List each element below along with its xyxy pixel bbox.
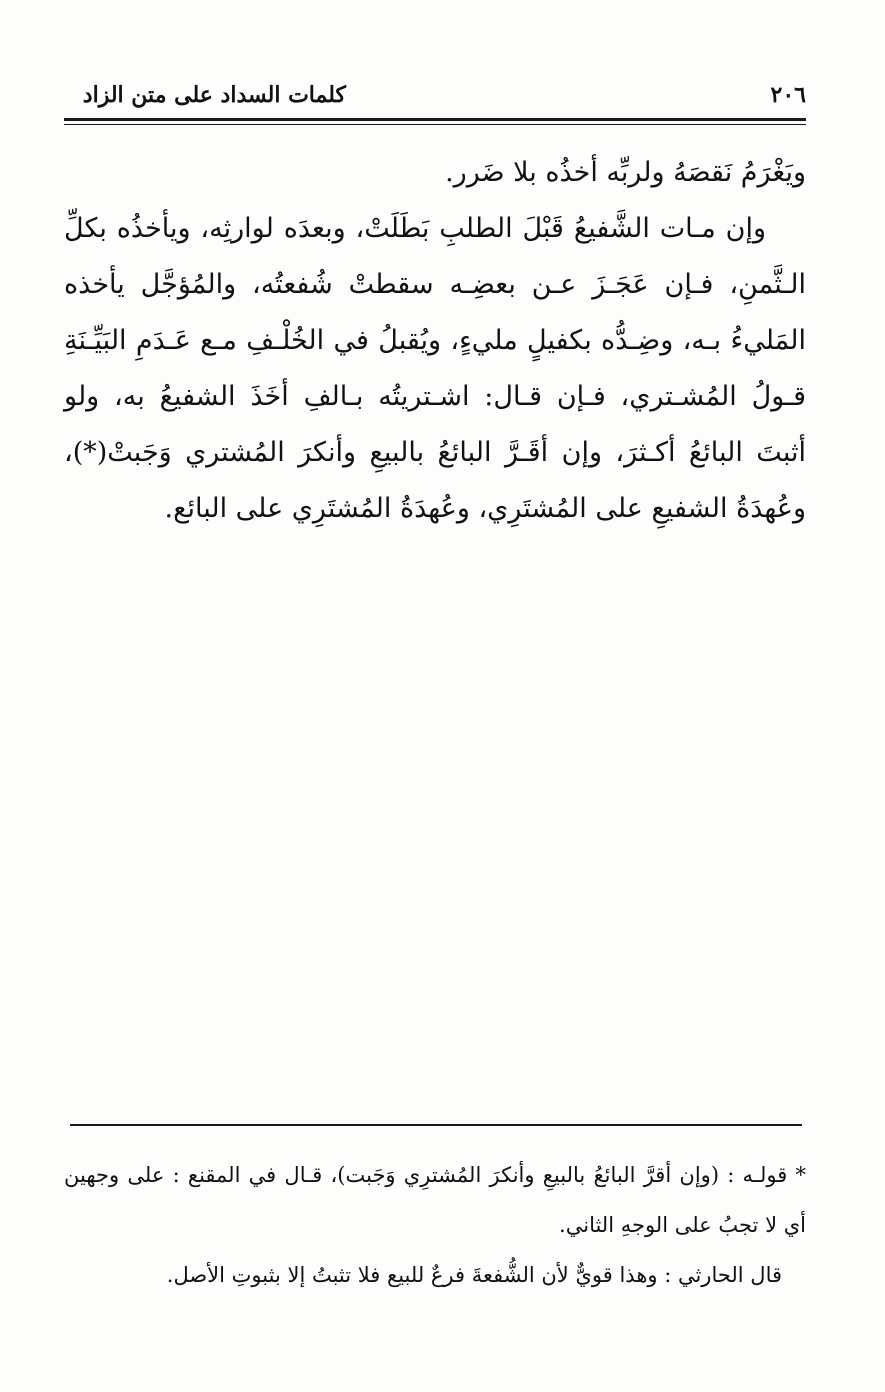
footnotes xyxy=(64,1150,806,1300)
main-text xyxy=(64,145,806,537)
paragraph-1: ويَغْرَمُ نَقصَهُ ولربِّه أخذُه بلا ضَرر. xyxy=(445,157,806,188)
running-title: كلمات السداد على متن الزاد xyxy=(82,82,346,108)
footnote-separator xyxy=(70,1124,802,1126)
header-rule-thick xyxy=(64,118,806,121)
header-rule-thin xyxy=(64,124,806,125)
page-header xyxy=(64,80,806,116)
footnote-2: قال الحارثي : وهذا قويٌّ لأن الشُّفعةَ فرعٌ للبيع فلا تثبتُ إلا بثبوتِ الأصل. xyxy=(166,1263,782,1287)
paragraph-2: وإن مـات الشَّفيعُ قَبْلَ الطلبِ بَطَلَتْ، وبعدَه لوارثِه، ويأخذُه بكلِّ الـثَّمنِ، فـإن عَجَـزَ عـن بعضِـه سقطتْ شُفعتُه، والمُؤجَّل يأخذه المَليءُ بـه، وضِـدُّه بكفيلٍ مليءٍ، ويُقبلُ في الخُلْـفِ مـع عَـدَمِ البَيِّـنَةِ قـولُ المُشـتري، فـإن قـال: اشـتريتُه بـالفِ أخَذَ الشفيعُ به، ولو أثبتَ البائعُ أكـثرَ، وإن أقَـرَّ البائعُ بالبيعِ وأنكرَ المُشتري وَجَبتْ(*)، وعُهدَةُ الشفيعِ على المُشتَرِي، وعُهدَةُ المُشتَرِي على البائع. xyxy=(64,213,806,524)
footnote-1: * قولـه : (وإن أقرَّ البائعُ بالبيعِ وأنكرَ المُشترِي وَجَبت)، قـال في المقنع : على وجهين أي لا تجبُ على الوجهِ الثاني. xyxy=(64,1163,806,1237)
page-number: ٢٠٦ xyxy=(770,82,806,108)
